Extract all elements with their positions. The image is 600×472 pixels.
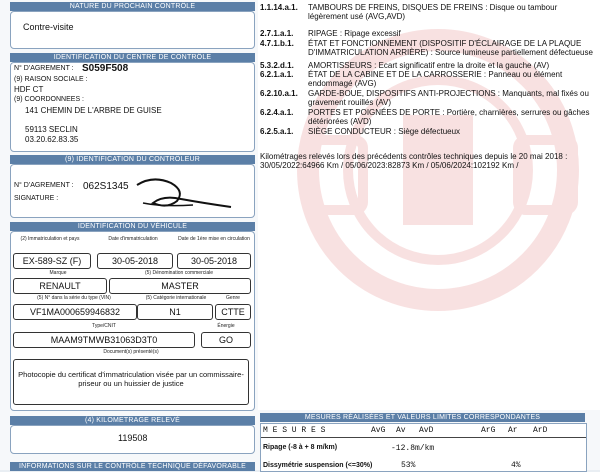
- nature-box: [10, 11, 255, 49]
- defect-code: 6.2.10.a.1.: [260, 89, 298, 98]
- col-avg: AvG: [371, 426, 386, 435]
- label-date-immat: Date d'immatriculation: [108, 236, 158, 242]
- mesures-divider: [261, 437, 586, 438]
- suspension-label: Dissymétrie suspension (<=30%): [263, 462, 373, 469]
- col-av: Av: [396, 426, 406, 435]
- defect-code: 2.7.1.a.1.: [260, 29, 294, 38]
- vin-field: VF1MA000659946832: [13, 304, 137, 320]
- label-vin: (5) N° dans la série du type (VIN): [37, 295, 111, 301]
- defect-code: 6.2.5.a.1.: [260, 127, 294, 136]
- categorie-field: N1: [137, 304, 213, 320]
- vehicule-header: IDENTIFICATION DU VÉHICULE: [10, 222, 255, 231]
- label-energie: Énergie: [217, 323, 235, 329]
- raison-label: (9) RAISON SOCIALE :: [14, 76, 88, 83]
- col-arg: ArG: [481, 426, 496, 435]
- coord-label: (9) COORDONNEES :: [14, 96, 85, 103]
- date-1ere-field: 30-05-2018: [177, 253, 251, 269]
- defect-code: 5.3.2.d.1.: [260, 61, 294, 70]
- ripage-label: Ripage (-8 à + 8 m/km): [263, 444, 338, 451]
- col-ar: Ar: [508, 426, 518, 435]
- controleur-agrement-label: N° D'AGREMENT :: [14, 182, 74, 189]
- defects-panel: [258, 0, 600, 410]
- defect-text: AMORTISSEURS : Ecart significatif entre la droite et la gauche (AV): [308, 61, 550, 70]
- infos-header: INFORMATIONS SUR LE CONTRÔLE TECHNIQUE DÉFAVORABLE: [10, 462, 255, 471]
- nature-value: Contre-visite: [23, 22, 74, 32]
- col-avd: AvD: [419, 426, 434, 435]
- defect-text: GARDE-BOUE, DISPOSITIFS ANTI-PROJECTIONS : Manquants, mal fixés ou gravement rouillés (AV): [308, 89, 589, 107]
- controleur-agrement-value: 062S1345: [83, 181, 129, 192]
- defect-code: 1.1.14.a.1.: [260, 3, 298, 12]
- defect-code: 6.2.1.a.1.: [260, 70, 294, 79]
- denom-field: MASTER: [109, 278, 251, 294]
- defect-text: RIPAGE : Ripage excessif: [308, 29, 401, 38]
- label-categorie: (5) Catégorie internationale: [145, 295, 207, 301]
- centre-header: IDENTIFICATION DU CENTRE DE CONTRÔLE: [10, 53, 255, 62]
- mesures-title: M E S U R E S: [263, 426, 326, 435]
- centre-address-2: 59113 SECLIN: [25, 125, 78, 134]
- suspension-ar: 4%: [511, 461, 521, 470]
- defect-code: 6.2.4.a.1.: [260, 108, 294, 117]
- label-denom: (5) Dénomination commerciale: [144, 270, 214, 276]
- centre-box: [10, 62, 255, 152]
- suspension-av: 53%: [401, 461, 416, 470]
- mesures-table: [260, 423, 587, 472]
- centre-phone: 03.20.62.83.35: [25, 135, 79, 144]
- label-type: Type/CNIT: [92, 323, 116, 329]
- label-date-1ere: Date de 1ère mise en circulation: [178, 236, 250, 242]
- defect-text: ÉTAT ET FONCTIONNEMENT (DISPOSITIF D'ÉCLAIRAGE DE LA PLAQUE D'IMMATRICULATION ARRIÈRE) : Source lumineuse partiellement défectueuse: [308, 39, 593, 57]
- marque-field: RENAULT: [13, 278, 107, 294]
- raison-value: HDF CT: [14, 85, 44, 94]
- kilometrage-value: 119508: [118, 433, 148, 443]
- defect-text: SIÈGE CONDUCTEUR : Siège défectueux: [308, 127, 461, 136]
- nature-header: NATURE DU PROCHAIN CONTRÔLE: [10, 2, 255, 11]
- controleur-box: [10, 164, 255, 218]
- kilometrage-box: [10, 425, 255, 454]
- defect-text: TAMBOURS DE FREINS, DISQUES DE FREINS : Disque ou tambour légèrement usé (AVG,AVD): [308, 3, 558, 21]
- centre-agrement-label: N° D'AGREMENT :: [14, 65, 74, 72]
- controleur-header: (9) IDENTIFICATION DU CONTRÔLEUR: [10, 155, 255, 164]
- date-immat-field: 30-05-2018: [97, 253, 173, 269]
- centre-agrement-value: S059F508: [82, 63, 129, 74]
- signature-image: [123, 173, 243, 213]
- centre-address-1: 141 CHEMIN DE L'ARBRE DE GUISE: [25, 106, 162, 115]
- signature-label: SIGNATURE :: [14, 195, 59, 202]
- km-history: Kilométrages relevés lors des précédents contrôles techniques depuis le 20 mai 2018 : 30/05/2022:64966 Km / 05/06/2023:82873 Km / 05/06/2024:102192 Km /: [260, 152, 568, 170]
- col-ard: ArD: [533, 426, 548, 435]
- ripage-value: -12.8m/km: [391, 444, 435, 453]
- label-marque: Marque: [49, 270, 67, 276]
- defect-text: PORTES ET POIGNÉES DE PORTE : Portière, charnières, serrures ou gâches détériorées (AVD): [308, 108, 590, 126]
- immat-field: EX-589-SZ (F): [13, 253, 91, 269]
- vehicule-box: [10, 231, 255, 411]
- type-field: MAAM9TMWB31063D3T0: [13, 332, 195, 348]
- label-genre: Genre: [226, 295, 240, 301]
- label-immat: (2) Immatriculation et pays: [20, 236, 80, 242]
- defect-text: ÉTAT DE LA CABINE ET DE LA CARROSSERIE : Panneau ou élément endommagé (AVG): [308, 70, 563, 88]
- defect-code: 4.7.1.b.1.: [260, 39, 294, 48]
- label-docs: Document(s) présenté(s): [103, 349, 159, 355]
- docs-field: Photocopie du certificat d'immatriculation visée par un commissaire-priseur ou un huissier de justice: [13, 359, 249, 405]
- mesures-header: MESURES RÉALISÉES ET VALEURS LIMITES CORRESPONDANTES: [260, 413, 585, 422]
- energie-field: GO: [201, 332, 251, 348]
- genre-field: CTTE: [215, 304, 251, 320]
- kilometrage-header: (4) KILOMETRAGE RELEVÉ: [10, 416, 255, 425]
